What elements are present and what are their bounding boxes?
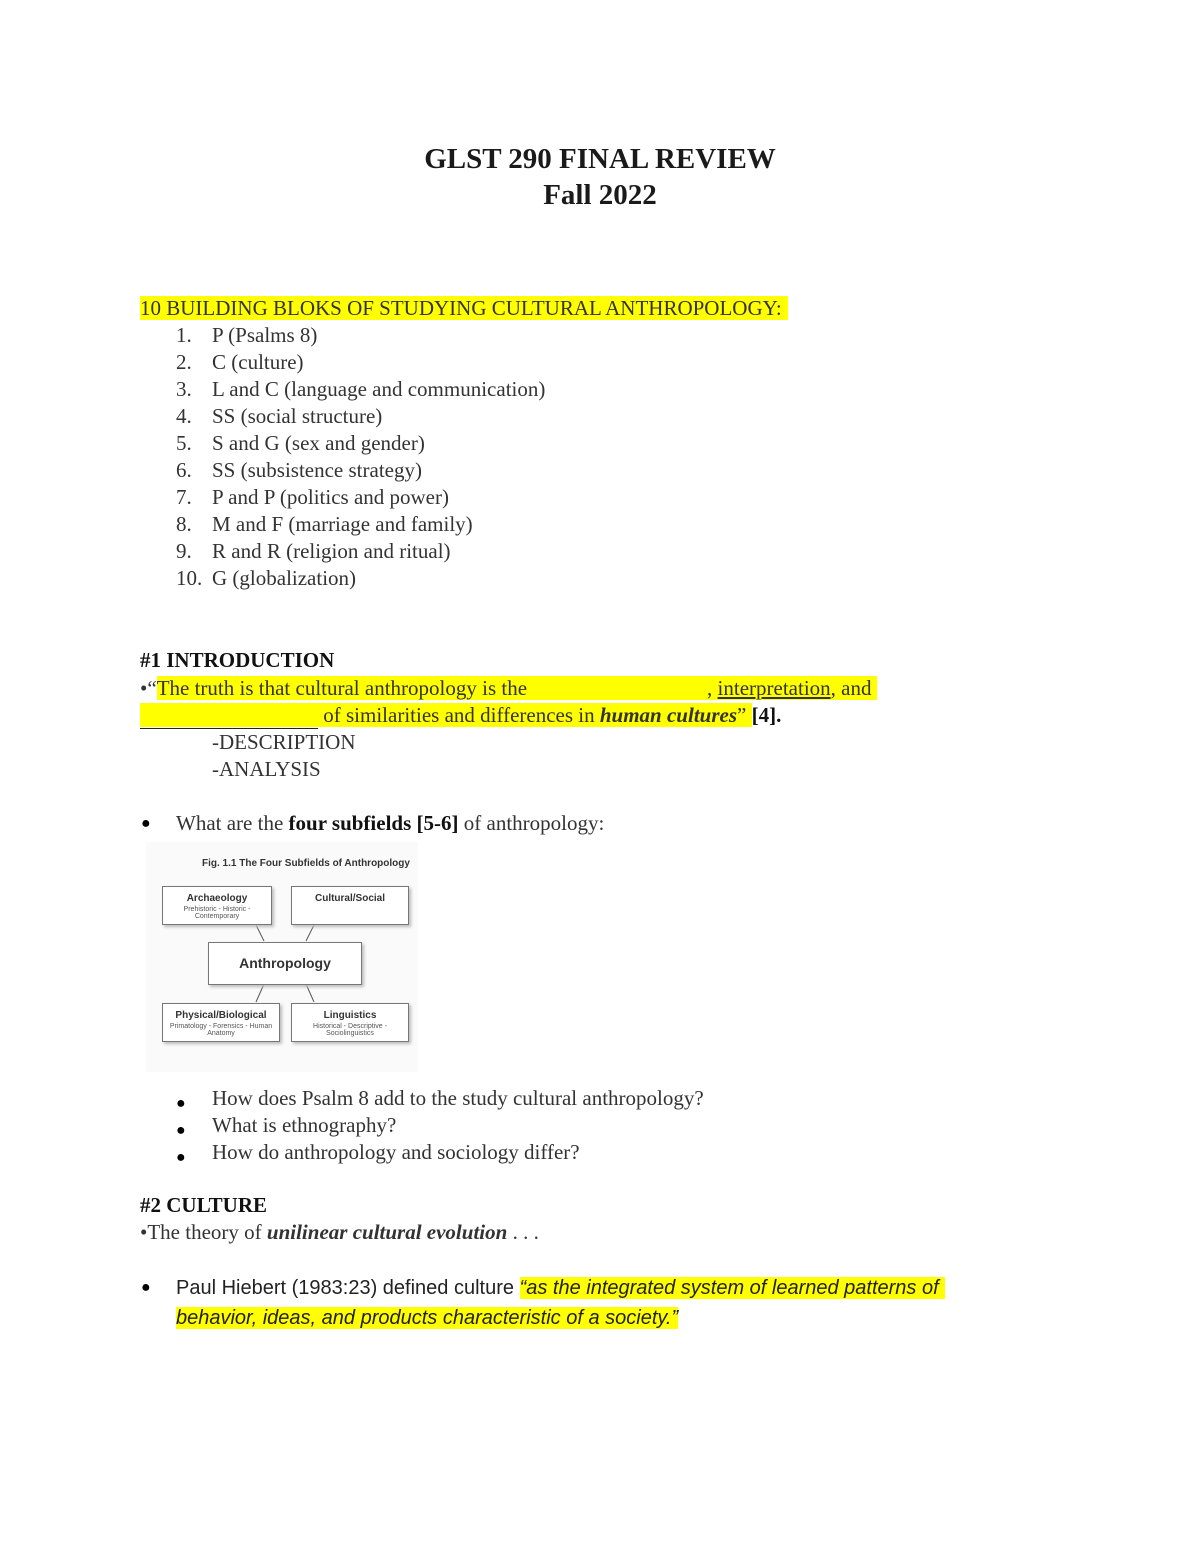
bullet-icon: ● — [176, 1122, 186, 1139]
list-number: 9. — [176, 539, 192, 563]
list-number: 5. — [176, 431, 192, 455]
list-text: SS (subsistence strategy) — [212, 458, 422, 482]
list-text: R and R (religion and ritual) — [212, 539, 451, 563]
cultural-social-box: Cultural/Social — [291, 886, 409, 925]
list-number: 8. — [176, 512, 192, 536]
list-text: P (Psalms 8) — [212, 323, 318, 347]
question-item — [176, 1139, 704, 1166]
culture-heading: #2 CULTURE — [140, 1193, 268, 1217]
question-text: How does Psalm 8 add to the study cultural anthropology? — [212, 1086, 704, 1110]
linguistics-box: Linguistics Historical - Descriptive - Sociolinguistics — [291, 1003, 409, 1042]
building-block-item — [176, 565, 545, 592]
question-item — [176, 1112, 704, 1139]
list-number: 4. — [176, 404, 192, 428]
question-text: How do anthropology and sociology differ? — [212, 1140, 580, 1164]
list-number: 6. — [176, 458, 192, 482]
question-item — [176, 1085, 704, 1112]
list-text: M and F (marriage and family) — [212, 512, 473, 536]
unilinear-theory-line: •The theory of unilinear cultural evolution . . . — [140, 1220, 539, 1244]
bullet-icon: ● — [141, 1279, 151, 1296]
analysis-label: -ANALYSIS — [212, 757, 321, 781]
figure-caption: Fig. 1.1 The Four Subfields of Anthropology — [202, 858, 410, 869]
list-text: S and G (sex and gender) — [212, 431, 425, 455]
physical-biological-box: Physical/Biological Primatology - Forensics - Human Anatomy — [162, 1003, 280, 1042]
building-block-item — [176, 430, 545, 457]
description-label: -DESCRIPTION — [212, 730, 356, 754]
hiebert-definition-line1: Paul Hiebert (1983:23) defined culture “as the integrated system of learned patterns of — [176, 1273, 945, 1303]
hiebert-definition-line2: behavior, ideas, and products characteristic of a society.” — [176, 1307, 679, 1329]
intro-quote-line1: •“The truth is that cultural anthropology is the , interpretation, and — [140, 675, 877, 702]
bullet-icon: ● — [141, 815, 151, 832]
list-text: P and P (politics and power) — [212, 485, 449, 509]
bullet-icon: ● — [176, 1149, 186, 1166]
intro-questions-list — [176, 1085, 704, 1166]
list-number: 1. — [176, 323, 192, 347]
building-block-item — [176, 511, 545, 538]
intro-heading: #1 INTRODUCTION — [140, 648, 335, 672]
subfields-question: What are the four subfields [5-6] of anthropology: — [176, 811, 605, 835]
list-text: L and C (language and communication) — [212, 377, 546, 401]
building-block-item — [176, 538, 545, 565]
list-text: G (globalization) — [212, 566, 357, 590]
list-text: SS (social structure) — [212, 404, 383, 428]
document-title: GLST 290 FINAL REVIEW — [424, 143, 776, 175]
list-number: 2. — [176, 350, 192, 374]
building-block-item — [176, 403, 545, 430]
building-block-item — [176, 484, 545, 511]
building-block-item — [176, 322, 545, 349]
list-number: 3. — [176, 377, 192, 401]
building-block-item — [176, 457, 545, 484]
list-text: C (culture) — [212, 350, 304, 374]
building-block-item — [176, 349, 545, 376]
four-subfields-figure — [146, 842, 418, 1072]
intro-quote-line2: of similarities and differences in human cultures” [4]. — [140, 702, 781, 729]
list-number: 7. — [176, 485, 192, 509]
building-blocks-list — [176, 322, 545, 592]
fill-in-blank — [140, 708, 318, 729]
document-subtitle: Fall 2022 — [543, 179, 657, 211]
list-number: 10. — [176, 566, 203, 590]
building-block-item — [176, 376, 545, 403]
anthropology-box: Anthropology — [208, 942, 362, 985]
building-blocks-heading: 10 BUILDING BLOKS OF STUDYING CULTURAL ANTHROPOLOGY: — [140, 295, 788, 322]
archaeology-box: Archaeology Prehistoric - Historic - Contemporary — [162, 886, 272, 925]
question-text: What is ethnography? — [212, 1113, 397, 1137]
bullet-icon: ● — [176, 1095, 186, 1112]
